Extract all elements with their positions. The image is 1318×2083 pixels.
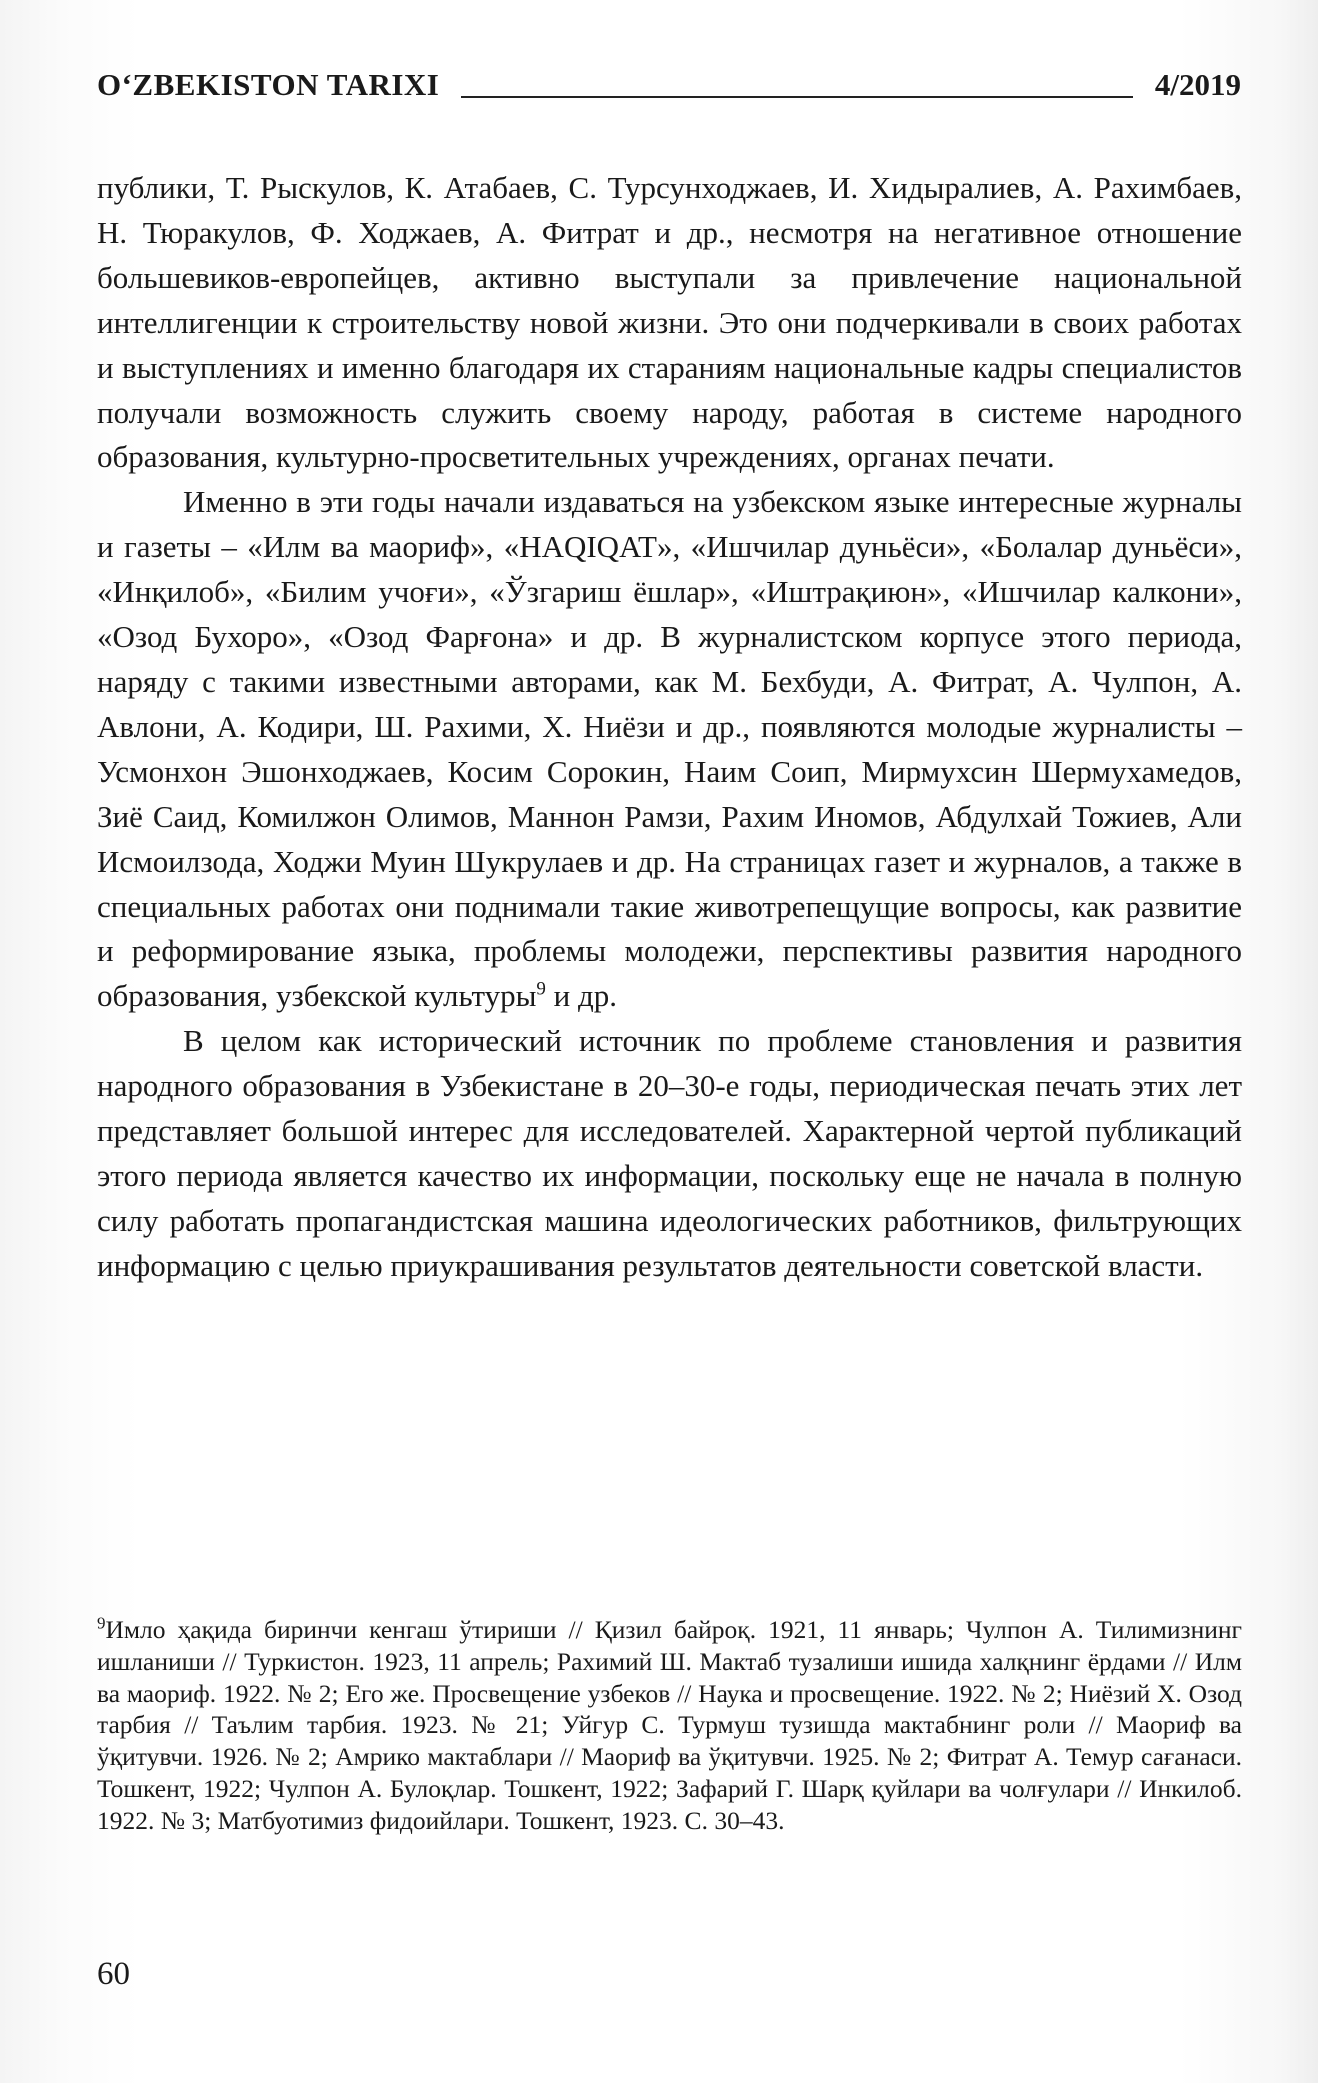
paragraph-2-text: Именно в эти годы начали издаваться на узбекском языке интересные журналы и газеты – «Илм ва маориф», «HAQIQAT», «Ишчилар дуньёси», «Болалар дуньёси», «Инқилоб», «Билим учоғи», «Ўзгариш ёшлар», «Иштрақиюн», «Ишчилар калкони», «Озод Бухоро», «Озод Фарғона» и др. В журналистском корпусе этого периода, наряду с такими известными авторами, как М. Бехбуди, А. Фитрат, А. Чулпон, А. Авлони, А. Кодири, Ш. Рахими, Х. Ниёзи и др., появляются молодые журналисты – Усмонхон Эшонходжаев, Косим Сорокин, Наим Соип, Мирмухсин Шермухамедов, Зиё Саид, Комилжон Олимов, Маннон Рамзи, Рахим Иномов, Абдулхай Тожиев, Али Исмоилзода, Ходжи Муин Шукрулаев и др. На страницах газет и журналов, а также в специальных работах они поднимали такие животрепещущие вопросы, как развитие и реформирование языка, проблемы молодежи, перспективы развития народного образования, узбекской культуры bbox=[97, 484, 1242, 1014]
article-body bbox=[97, 166, 1242, 1289]
page-number: 60 bbox=[97, 1956, 130, 1992]
running-header bbox=[97, 56, 1241, 100]
paragraph-3: В целом как исторический источник по проблеме становления и развития народного образования в Узбекистане в 20–30-е годы, периодическая печать этих лет представляет большой интерес для исследователей. Характерной чертой публикаций этого периода является качество их информации, поскольку еще не начала в полную силу работать пропагандистская машина идеологических работников, фильтрующих информацию с целью приукрашивания результатов деятельности советской власти. bbox=[97, 1023, 1242, 1283]
footnote-marker: 9 bbox=[97, 1613, 106, 1633]
header-rule bbox=[461, 95, 1133, 98]
paragraph-2-tail: и др. bbox=[545, 978, 618, 1014]
footnote-ref: 9 bbox=[536, 978, 546, 1000]
footnote-text: Имло ҳақида биринчи кенгаш ўтириши // Қизил байроқ. 1921, 11 январь; Чулпон А. Тилимизнинг ишланиши // Туркистон. 1923, 11 апрель; Рахимий Ш. Мактаб тузалиши ишида халқнинг ёрдами // Илм ва маориф. 1922. № 2; Его же. Просвещение узбеков // Наука и просвещение. 1922. № 2; Ниёзий Х. Озод тарбия // Таълим тарбия. 1923. № 21; Уйгур С. Турмуш тузишда мактабнинг роли // Маориф ва ўқитувчи. 1926. № 2; Амрико мактаблари // Маориф ва ўқитувчи. 1925. № 2; Фитрат А. Темур сағанаси. Тошкент, 1922; Чулпон А. Булоқлар. Тошкент, 1922; Зафарий Г. Шарқ қуйлари ва чолғулари // Инкилоб. 1922. № 3; Матбуотимиз фидоийлари. Тошкент, 1923. С. 30–43. bbox=[97, 1615, 1242, 1835]
paragraph-2 bbox=[97, 480, 1242, 1019]
journal-title: O‘ZBEKISTON TARIXI bbox=[97, 67, 440, 102]
paragraph-1: публики, Т. Рыскулов, К. Атабаев, С. Турсунходжаев, И. Хидыралиев, А. Рахимбаев, Н. Тюракулов, Ф. Ходжаев, А. Фитрат и др., несмотря на негативное отношение большевиков-европейцев, активно выступали за привлечение национальной интеллигенции к строительству новой жизни. Это они подчеркивали в своих работах и выступлениях и именно благодаря их стараниям национальные кадры специалистов получали возможность служить своему народу, работая в системе народного образования, культурно-просветительных учреждениях, органах печати. bbox=[97, 170, 1242, 475]
footnote bbox=[97, 1614, 1242, 1837]
issue-number: 4/2019 bbox=[1154, 67, 1241, 102]
